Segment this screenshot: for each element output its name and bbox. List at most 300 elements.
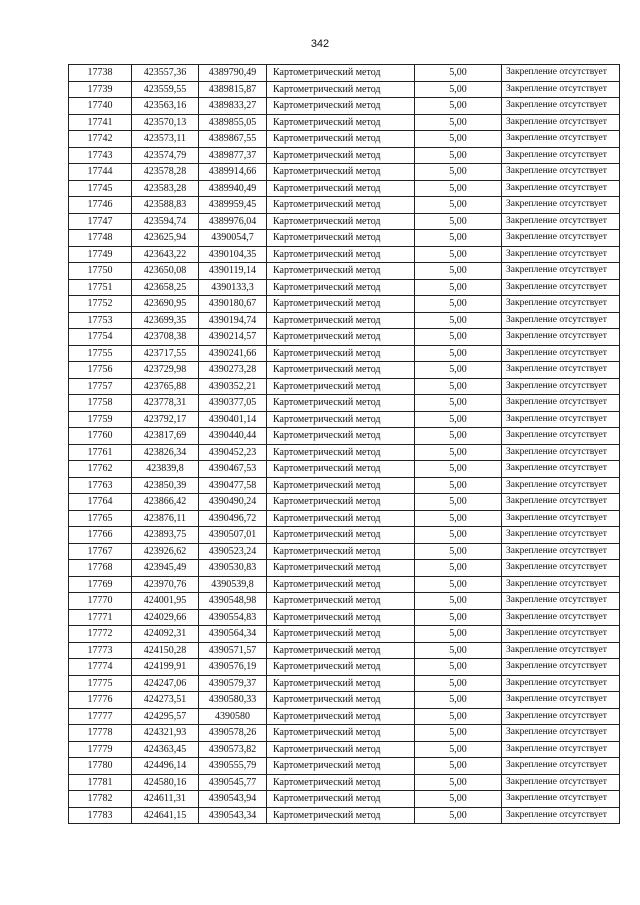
y-coordinate-cell: 4390578,26 [199, 725, 267, 742]
accuracy-cell: 5,00 [415, 741, 502, 758]
point-number-cell: 17782 [69, 791, 132, 808]
table-row [69, 197, 620, 214]
table-row [69, 494, 620, 511]
table-row [69, 114, 620, 131]
point-number-cell: 17740 [69, 98, 132, 115]
accuracy-cell: 5,00 [415, 609, 502, 626]
y-coordinate-cell: 4390555,79 [199, 758, 267, 775]
method-cell: Картометрический метод [267, 246, 415, 263]
y-coordinate-cell: 4390054,7 [199, 230, 267, 247]
accuracy-cell: 5,00 [415, 642, 502, 659]
x-coordinate-cell: 424150,28 [132, 642, 199, 659]
fixation-cell: Закрепление отсутствует [502, 329, 620, 346]
fixation-cell: Закрепление отсутствует [502, 758, 620, 775]
point-number-cell: 17762 [69, 461, 132, 478]
accuracy-cell: 5,00 [415, 296, 502, 313]
point-number-cell: 17739 [69, 81, 132, 98]
point-number-cell: 17757 [69, 378, 132, 395]
table-row [69, 675, 620, 692]
table-row [69, 362, 620, 379]
accuracy-cell: 5,00 [415, 329, 502, 346]
y-coordinate-cell: 4390543,94 [199, 791, 267, 808]
y-coordinate-cell: 4390579,37 [199, 675, 267, 692]
method-cell: Картометрический метод [267, 197, 415, 214]
method-cell: Картометрический метод [267, 609, 415, 626]
point-number-cell: 17769 [69, 576, 132, 593]
point-number-cell: 17780 [69, 758, 132, 775]
y-coordinate-cell: 4390477,58 [199, 477, 267, 494]
fixation-cell: Закрепление отсутствует [502, 791, 620, 808]
coordinates-table [68, 64, 620, 824]
fixation-cell: Закрепление отсутствует [502, 164, 620, 181]
accuracy-cell: 5,00 [415, 81, 502, 98]
x-coordinate-cell: 423839,8 [132, 461, 199, 478]
y-coordinate-cell: 4390573,82 [199, 741, 267, 758]
accuracy-cell: 5,00 [415, 263, 502, 280]
table-row [69, 230, 620, 247]
y-coordinate-cell: 4389867,55 [199, 131, 267, 148]
y-coordinate-cell: 4390119,14 [199, 263, 267, 280]
accuracy-cell: 5,00 [415, 164, 502, 181]
x-coordinate-cell: 423559,55 [132, 81, 199, 98]
fixation-cell: Закрепление отсутствует [502, 345, 620, 362]
accuracy-cell: 5,00 [415, 510, 502, 527]
point-number-cell: 17746 [69, 197, 132, 214]
table-row [69, 428, 620, 445]
table-row [69, 411, 620, 428]
point-number-cell: 17754 [69, 329, 132, 346]
fixation-cell: Закрепление отсутствует [502, 213, 620, 230]
point-number-cell: 17761 [69, 444, 132, 461]
y-coordinate-cell: 4390576,19 [199, 659, 267, 676]
accuracy-cell: 5,00 [415, 461, 502, 478]
point-number-cell: 17758 [69, 395, 132, 412]
coordinates-table-body [69, 65, 620, 824]
method-cell: Картометрический метод [267, 428, 415, 445]
accuracy-cell: 5,00 [415, 659, 502, 676]
fixation-cell: Закрепление отсутствует [502, 626, 620, 643]
method-cell: Картометрический метод [267, 758, 415, 775]
method-cell: Картометрический метод [267, 180, 415, 197]
fixation-cell: Закрепление отсутствует [502, 428, 620, 445]
method-cell: Картометрический метод [267, 791, 415, 808]
fixation-cell: Закрепление отсутствует [502, 527, 620, 544]
method-cell: Картометрический метод [267, 147, 415, 164]
x-coordinate-cell: 423699,35 [132, 312, 199, 329]
method-cell: Картометрический метод [267, 98, 415, 115]
fixation-cell: Закрепление отсутствует [502, 659, 620, 676]
x-coordinate-cell: 423729,98 [132, 362, 199, 379]
accuracy-cell: 5,00 [415, 180, 502, 197]
accuracy-cell: 5,00 [415, 345, 502, 362]
table-row [69, 626, 620, 643]
point-number-cell: 17764 [69, 494, 132, 511]
point-number-cell: 17765 [69, 510, 132, 527]
method-cell: Картометрический метод [267, 213, 415, 230]
y-coordinate-cell: 4390564,34 [199, 626, 267, 643]
y-coordinate-cell: 4390180,67 [199, 296, 267, 313]
fixation-cell: Закрепление отсутствует [502, 378, 620, 395]
y-coordinate-cell: 4390452,23 [199, 444, 267, 461]
y-coordinate-cell: 4390273,28 [199, 362, 267, 379]
table-row [69, 395, 620, 412]
x-coordinate-cell: 423926,62 [132, 543, 199, 560]
fixation-cell: Закрепление отсутствует [502, 741, 620, 758]
x-coordinate-cell: 423866,42 [132, 494, 199, 511]
point-number-cell: 17783 [69, 807, 132, 824]
x-coordinate-cell: 424092,31 [132, 626, 199, 643]
table-row [69, 725, 620, 742]
method-cell: Картометрический метод [267, 626, 415, 643]
method-cell: Картометрический метод [267, 576, 415, 593]
point-number-cell: 17753 [69, 312, 132, 329]
fixation-cell: Закрепление отсутствует [502, 312, 620, 329]
x-coordinate-cell: 423850,39 [132, 477, 199, 494]
method-cell: Картометрический метод [267, 411, 415, 428]
fixation-cell: Закрепление отсутствует [502, 411, 620, 428]
point-number-cell: 17752 [69, 296, 132, 313]
point-number-cell: 17774 [69, 659, 132, 676]
x-coordinate-cell: 424363,45 [132, 741, 199, 758]
y-coordinate-cell: 4390580,33 [199, 692, 267, 709]
fixation-cell: Закрепление отсутствует [502, 180, 620, 197]
y-coordinate-cell: 4390467,53 [199, 461, 267, 478]
table-row [69, 560, 620, 577]
point-number-cell: 17756 [69, 362, 132, 379]
fixation-cell: Закрепление отсутствует [502, 576, 620, 593]
accuracy-cell: 5,00 [415, 494, 502, 511]
accuracy-cell: 5,00 [415, 230, 502, 247]
accuracy-cell: 5,00 [415, 197, 502, 214]
y-coordinate-cell: 4390571,57 [199, 642, 267, 659]
point-number-cell: 17741 [69, 114, 132, 131]
method-cell: Картометрический метод [267, 230, 415, 247]
y-coordinate-cell: 4389877,37 [199, 147, 267, 164]
method-cell: Картометрический метод [267, 279, 415, 296]
table-row [69, 692, 620, 709]
x-coordinate-cell: 423574,79 [132, 147, 199, 164]
point-number-cell: 17781 [69, 774, 132, 791]
y-coordinate-cell: 4390490,24 [199, 494, 267, 511]
table-row [69, 444, 620, 461]
method-cell: Картометрический метод [267, 296, 415, 313]
point-number-cell: 17770 [69, 593, 132, 610]
method-cell: Картометрический метод [267, 741, 415, 758]
table-row [69, 131, 620, 148]
point-number-cell: 17759 [69, 411, 132, 428]
x-coordinate-cell: 423594,74 [132, 213, 199, 230]
fixation-cell: Закрепление отсутствует [502, 642, 620, 659]
y-coordinate-cell: 4390440,44 [199, 428, 267, 445]
table-row [69, 263, 620, 280]
x-coordinate-cell: 424273,51 [132, 692, 199, 709]
x-coordinate-cell: 423625,94 [132, 230, 199, 247]
accuracy-cell: 5,00 [415, 560, 502, 577]
point-number-cell: 17773 [69, 642, 132, 659]
fixation-cell: Закрепление отсутствует [502, 197, 620, 214]
table-row [69, 791, 620, 808]
x-coordinate-cell: 424611,31 [132, 791, 199, 808]
accuracy-cell: 5,00 [415, 477, 502, 494]
table-row [69, 576, 620, 593]
fixation-cell: Закрепление отсутствует [502, 477, 620, 494]
fixation-cell: Закрепление отсутствует [502, 362, 620, 379]
accuracy-cell: 5,00 [415, 65, 502, 82]
accuracy-cell: 5,00 [415, 543, 502, 560]
y-coordinate-cell: 4390104,35 [199, 246, 267, 263]
method-cell: Картометрический метод [267, 527, 415, 544]
x-coordinate-cell: 423643,22 [132, 246, 199, 263]
x-coordinate-cell: 423817,69 [132, 428, 199, 445]
fixation-cell: Закрепление отсутствует [502, 81, 620, 98]
point-number-cell: 17738 [69, 65, 132, 82]
table-row [69, 741, 620, 758]
fixation-cell: Закрепление отсутствует [502, 296, 620, 313]
fixation-cell: Закрепление отсутствует [502, 131, 620, 148]
x-coordinate-cell: 423573,11 [132, 131, 199, 148]
point-number-cell: 17742 [69, 131, 132, 148]
table-row [69, 708, 620, 725]
y-coordinate-cell: 4390401,14 [199, 411, 267, 428]
accuracy-cell: 5,00 [415, 213, 502, 230]
y-coordinate-cell: 4390377,05 [199, 395, 267, 412]
table-row [69, 807, 620, 824]
fixation-cell: Закрепление отсутствует [502, 114, 620, 131]
fixation-cell: Закрепление отсутствует [502, 692, 620, 709]
method-cell: Картометрический метод [267, 81, 415, 98]
method-cell: Картометрический метод [267, 725, 415, 742]
method-cell: Картометрический метод [267, 444, 415, 461]
x-coordinate-cell: 424295,57 [132, 708, 199, 725]
fixation-cell: Закрепление отсутствует [502, 494, 620, 511]
y-coordinate-cell: 4390507,01 [199, 527, 267, 544]
x-coordinate-cell: 423893,75 [132, 527, 199, 544]
x-coordinate-cell: 423826,34 [132, 444, 199, 461]
point-number-cell: 17748 [69, 230, 132, 247]
x-coordinate-cell: 423570,13 [132, 114, 199, 131]
point-number-cell: 17772 [69, 626, 132, 643]
point-number-cell: 17763 [69, 477, 132, 494]
accuracy-cell: 5,00 [415, 576, 502, 593]
point-number-cell: 17776 [69, 692, 132, 709]
x-coordinate-cell: 423583,28 [132, 180, 199, 197]
accuracy-cell: 5,00 [415, 807, 502, 824]
fixation-cell: Закрепление отсутствует [502, 560, 620, 577]
fixation-cell: Закрепление отсутствует [502, 543, 620, 560]
x-coordinate-cell: 423876,11 [132, 510, 199, 527]
y-coordinate-cell: 4390352,21 [199, 378, 267, 395]
table-row [69, 180, 620, 197]
accuracy-cell: 5,00 [415, 791, 502, 808]
method-cell: Картометрический метод [267, 494, 415, 511]
x-coordinate-cell: 423778,31 [132, 395, 199, 412]
x-coordinate-cell: 423708,38 [132, 329, 199, 346]
method-cell: Картометрический метод [267, 675, 415, 692]
accuracy-cell: 5,00 [415, 378, 502, 395]
y-coordinate-cell: 4390496,72 [199, 510, 267, 527]
accuracy-cell: 5,00 [415, 527, 502, 544]
x-coordinate-cell: 423563,16 [132, 98, 199, 115]
accuracy-cell: 5,00 [415, 675, 502, 692]
table-row [69, 461, 620, 478]
x-coordinate-cell: 423970,76 [132, 576, 199, 593]
method-cell: Картометрический метод [267, 378, 415, 395]
fixation-cell: Закрепление отсутствует [502, 461, 620, 478]
point-number-cell: 17750 [69, 263, 132, 280]
y-coordinate-cell: 4389855,05 [199, 114, 267, 131]
fixation-cell: Закрепление отсутствует [502, 279, 620, 296]
accuracy-cell: 5,00 [415, 692, 502, 709]
x-coordinate-cell: 424199,91 [132, 659, 199, 676]
fixation-cell: Закрепление отсутствует [502, 708, 620, 725]
method-cell: Картометрический метод [267, 345, 415, 362]
y-coordinate-cell: 4390580 [199, 708, 267, 725]
x-coordinate-cell: 424580,16 [132, 774, 199, 791]
fixation-cell: Закрепление отсутствует [502, 263, 620, 280]
table-row [69, 246, 620, 263]
x-coordinate-cell: 424001,95 [132, 593, 199, 610]
fixation-cell: Закрепление отсутствует [502, 65, 620, 82]
x-coordinate-cell: 423588,83 [132, 197, 199, 214]
x-coordinate-cell: 424321,93 [132, 725, 199, 742]
x-coordinate-cell: 423650,08 [132, 263, 199, 280]
point-number-cell: 17749 [69, 246, 132, 263]
point-number-cell: 17768 [69, 560, 132, 577]
method-cell: Картометрический метод [267, 692, 415, 709]
accuracy-cell: 5,00 [415, 246, 502, 263]
y-coordinate-cell: 4390214,57 [199, 329, 267, 346]
point-number-cell: 17766 [69, 527, 132, 544]
y-coordinate-cell: 4389976,04 [199, 213, 267, 230]
y-coordinate-cell: 4390241,66 [199, 345, 267, 362]
method-cell: Картометрический метод [267, 510, 415, 527]
method-cell: Картометрический метод [267, 461, 415, 478]
y-coordinate-cell: 4390543,34 [199, 807, 267, 824]
fixation-cell: Закрепление отсутствует [502, 609, 620, 626]
x-coordinate-cell: 423690,95 [132, 296, 199, 313]
accuracy-cell: 5,00 [415, 411, 502, 428]
fixation-cell: Закрепление отсутствует [502, 593, 620, 610]
fixation-cell: Закрепление отсутствует [502, 230, 620, 247]
method-cell: Картометрический метод [267, 659, 415, 676]
fixation-cell: Закрепление отсутствует [502, 395, 620, 412]
point-number-cell: 17760 [69, 428, 132, 445]
x-coordinate-cell: 423578,28 [132, 164, 199, 181]
y-coordinate-cell: 4390530,83 [199, 560, 267, 577]
x-coordinate-cell: 424496,14 [132, 758, 199, 775]
accuracy-cell: 5,00 [415, 626, 502, 643]
accuracy-cell: 5,00 [415, 279, 502, 296]
point-number-cell: 17778 [69, 725, 132, 742]
fixation-cell: Закрепление отсутствует [502, 510, 620, 527]
page-number: 342 [310, 38, 330, 50]
fixation-cell: Закрепление отсутствует [502, 246, 620, 263]
method-cell: Картометрический метод [267, 362, 415, 379]
y-coordinate-cell: 4390194,74 [199, 312, 267, 329]
method-cell: Картометрический метод [267, 560, 415, 577]
accuracy-cell: 5,00 [415, 758, 502, 775]
y-coordinate-cell: 4390554,83 [199, 609, 267, 626]
x-coordinate-cell: 424641,15 [132, 807, 199, 824]
method-cell: Картометрический метод [267, 543, 415, 560]
point-number-cell: 17747 [69, 213, 132, 230]
table-row [69, 98, 620, 115]
table-row [69, 527, 620, 544]
point-number-cell: 17767 [69, 543, 132, 560]
accuracy-cell: 5,00 [415, 708, 502, 725]
accuracy-cell: 5,00 [415, 428, 502, 445]
table-row [69, 774, 620, 791]
point-number-cell: 17771 [69, 609, 132, 626]
table-row [69, 345, 620, 362]
method-cell: Картометрический метод [267, 312, 415, 329]
y-coordinate-cell: 4389790,49 [199, 65, 267, 82]
y-coordinate-cell: 4390133,3 [199, 279, 267, 296]
x-coordinate-cell: 423945,49 [132, 560, 199, 577]
y-coordinate-cell: 4389833,27 [199, 98, 267, 115]
fixation-cell: Закрепление отсутствует [502, 98, 620, 115]
table-row [69, 758, 620, 775]
x-coordinate-cell: 424029,66 [132, 609, 199, 626]
point-number-cell: 17751 [69, 279, 132, 296]
accuracy-cell: 5,00 [415, 444, 502, 461]
method-cell: Картометрический метод [267, 774, 415, 791]
y-coordinate-cell: 4389940,49 [199, 180, 267, 197]
accuracy-cell: 5,00 [415, 312, 502, 329]
table-row [69, 81, 620, 98]
fixation-cell: Закрепление отсутствует [502, 147, 620, 164]
table-row [69, 593, 620, 610]
y-coordinate-cell: 4390539,8 [199, 576, 267, 593]
table-row [69, 609, 620, 626]
accuracy-cell: 5,00 [415, 395, 502, 412]
y-coordinate-cell: 4389914,66 [199, 164, 267, 181]
x-coordinate-cell: 423557,36 [132, 65, 199, 82]
y-coordinate-cell: 4390545,77 [199, 774, 267, 791]
x-coordinate-cell: 423658,25 [132, 279, 199, 296]
method-cell: Картометрический метод [267, 65, 415, 82]
method-cell: Картометрический метод [267, 131, 415, 148]
y-coordinate-cell: 4390548,98 [199, 593, 267, 610]
fixation-cell: Закрепление отсутствует [502, 774, 620, 791]
table-row [69, 65, 620, 82]
point-number-cell: 17755 [69, 345, 132, 362]
y-coordinate-cell: 4390523,24 [199, 543, 267, 560]
table-row [69, 312, 620, 329]
table-row [69, 329, 620, 346]
x-coordinate-cell: 423765,88 [132, 378, 199, 395]
table-row [69, 213, 620, 230]
y-coordinate-cell: 4389959,45 [199, 197, 267, 214]
x-coordinate-cell: 424247,06 [132, 675, 199, 692]
table-row [69, 642, 620, 659]
method-cell: Картометрический метод [267, 263, 415, 280]
accuracy-cell: 5,00 [415, 131, 502, 148]
x-coordinate-cell: 423792,17 [132, 411, 199, 428]
table-row [69, 543, 620, 560]
accuracy-cell: 5,00 [415, 98, 502, 115]
x-coordinate-cell: 423717,55 [132, 345, 199, 362]
point-number-cell: 17779 [69, 741, 132, 758]
table-row [69, 147, 620, 164]
table-row [69, 164, 620, 181]
method-cell: Картометрический метод [267, 642, 415, 659]
point-number-cell: 17744 [69, 164, 132, 181]
table-row [69, 477, 620, 494]
accuracy-cell: 5,00 [415, 593, 502, 610]
point-number-cell: 17777 [69, 708, 132, 725]
point-number-cell: 17745 [69, 180, 132, 197]
